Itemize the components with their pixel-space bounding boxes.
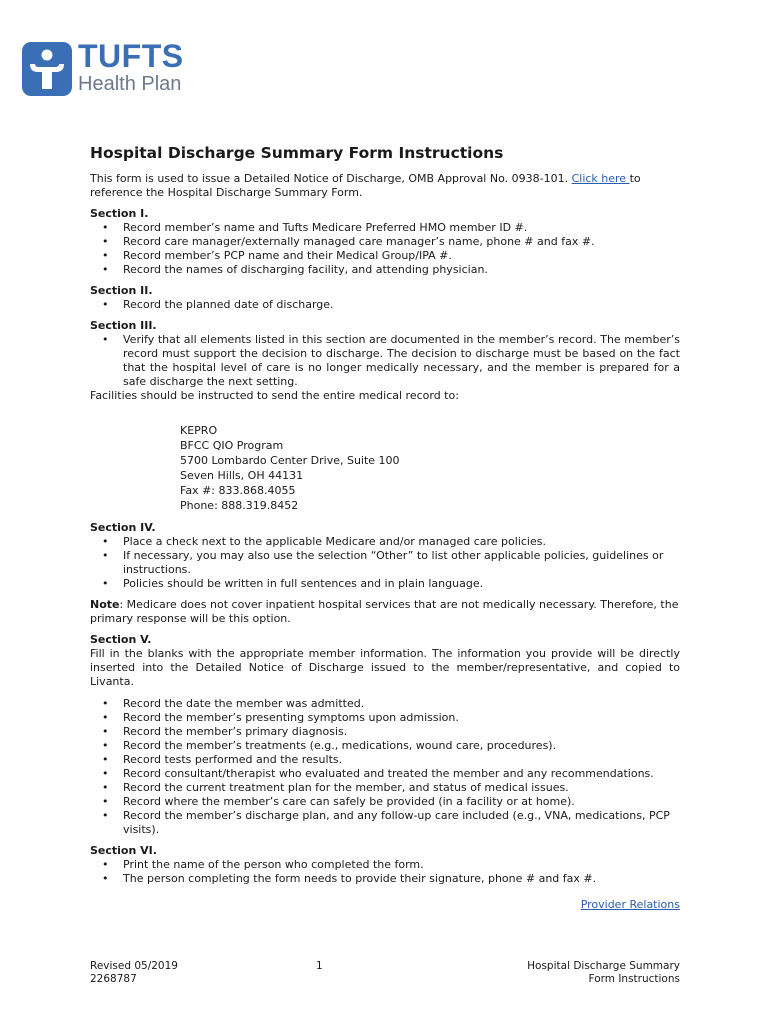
list-item: • Record member’s PCP name and their Medical Group/IPA #.: [90, 249, 680, 263]
section-5-text: Fill in the blanks with the appropriate member information. The information you provide will be directly inserted into the Detailed Notice of Discharge issued to the member/representative, and copied to Livanta.: [90, 647, 680, 688]
footer-right: [527, 960, 680, 986]
address-line: KEPRO: [180, 424, 218, 437]
address-line: BFCC QIO Program: [180, 439, 284, 452]
page-title: Hospital Discharge Summary Form Instructions: [90, 144, 504, 162]
section-5-list: [90, 697, 680, 837]
document-body: [90, 143, 680, 912]
document-code: 2268787: [90, 973, 137, 985]
footer-doc-subtitle: Form Instructions: [588, 973, 680, 985]
list-item: • Policies should be written in full sentences and in plain language.: [90, 577, 680, 591]
kepro-address: [180, 423, 680, 513]
list-item: • Record where the member’s care can safely be provided (in a facility or at home).: [90, 795, 680, 809]
click-here-link[interactable]: Click here: [571, 172, 630, 185]
note-label: Note: [90, 598, 120, 611]
list-item: • If necessary, you may also use the selection “Other” to list other applicable policies, guidelines or instructions.: [90, 549, 680, 577]
section-2-heading: Section II.: [90, 284, 153, 297]
list-item: • Record the date the member was admitted.: [90, 697, 680, 711]
address-line: Seven Hills, OH 44131: [180, 469, 304, 482]
list-item: • Place a check next to the applicable Medicare and/or managed care policies.: [90, 535, 680, 549]
note-paragraph: [90, 598, 680, 626]
section-6-list: [90, 858, 680, 886]
provider-relations-row: [90, 898, 680, 912]
list-item: • The person completing the form needs to provide their signature, phone # and fax #.: [90, 872, 680, 886]
section-5-heading: Section V.: [90, 633, 152, 646]
list-item: • Record the member’s primary diagnosis.: [90, 725, 680, 739]
section-4-list: [90, 535, 680, 591]
revised-date: Revised 05/2019: [90, 960, 178, 972]
intro-text: This form is used to issue a Detailed Notice of Discharge, OMB Approval No. 0938-101.: [90, 172, 572, 185]
list-item: • Record the planned date of discharge.: [90, 298, 680, 312]
list-item: • Record consultant/therapist who evaluated and treated the member and any recommendations.: [90, 767, 680, 781]
footer-left: [90, 960, 178, 986]
list-item: • Record member’s name and Tufts Medicare Preferred HMO member ID #.: [90, 221, 680, 235]
list-item: • Print the name of the person who completed the form.: [90, 858, 680, 872]
list-item: • Record the member’s discharge plan, and any follow-up care included (e.g., VNA, medications, PCP visits).: [90, 809, 680, 837]
address-line: 5700 Lombardo Center Drive, Suite 100: [180, 454, 400, 467]
logo-wordmark-tufts: TUFTS: [78, 38, 184, 74]
section-3-after-text: Facilities should be instructed to send the entire medical record to:: [90, 389, 459, 402]
section-3-heading: Section III.: [90, 319, 157, 332]
list-item: • Record tests performed and the results.: [90, 753, 680, 767]
list-item: • Record care manager/externally managed care manager’s name, phone # and fax #.: [90, 235, 680, 249]
list-item: • Record the current treatment plan for the member, and status of medical issues.: [90, 781, 680, 795]
address-fax: Fax #: 833.868.4055: [180, 484, 296, 497]
intro-text-2: to reference the Hospital Discharge Summary Form.: [90, 172, 641, 199]
section-6-heading: Section VI.: [90, 844, 157, 857]
section-1-heading: Section I.: [90, 207, 149, 220]
list-item: • Record the member’s presenting symptoms upon admission.: [90, 711, 680, 725]
section-4-heading: Section IV.: [90, 521, 156, 534]
list-item: • Record the member’s treatments (e.g., medications, wound care, procedures).: [90, 739, 680, 753]
page-number: 1: [316, 960, 323, 972]
list-item: • Verify that all elements listed in this section are documented in the member’s record. The member’s record must support the decision to discharge. The decision to discharge must be based on the fact that the hospital level of care is no longer medically necessary, and the member is prepared for a safe discharge the next setting.: [90, 333, 680, 389]
section-2-list: [90, 298, 680, 312]
tufts-person-cross-icon: [22, 42, 72, 96]
logo-wordmark-health-plan: Health Plan: [78, 73, 182, 95]
list-item: • Record the names of discharging facility, and attending physician.: [90, 263, 680, 277]
provider-relations-link[interactable]: Provider Relations: [580, 898, 680, 911]
note-text: : Medicare does not cover inpatient hospital services that are not medically necessary. Therefore, the primary response will be this option.: [90, 598, 679, 625]
address-phone: Phone: 888.319.8452: [180, 499, 299, 512]
intro-paragraph: [90, 172, 680, 200]
section-3-list: [90, 333, 680, 389]
section-1-list: [90, 221, 680, 277]
footer-doc-title: Hospital Discharge Summary: [527, 960, 680, 972]
